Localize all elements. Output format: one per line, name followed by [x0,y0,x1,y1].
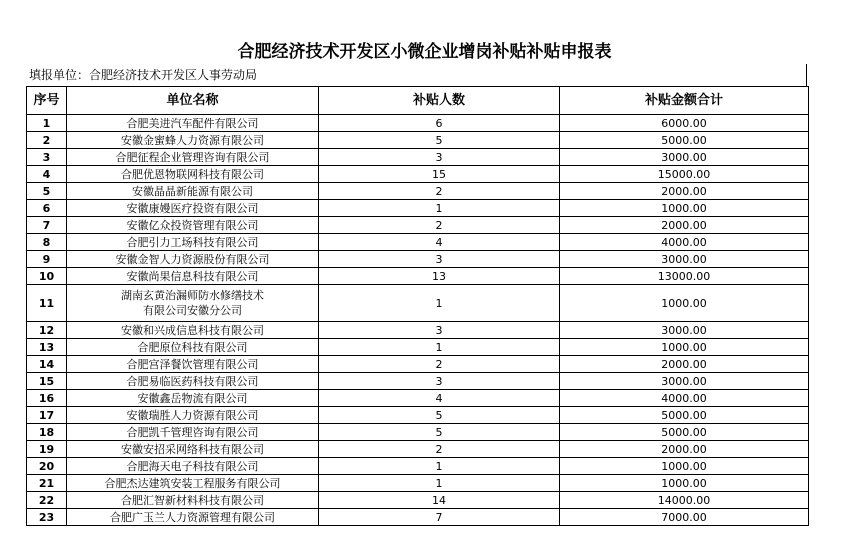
row-company-name: 安徽晶晶新能源有限公司 [67,183,319,200]
table-row [27,251,809,268]
row-count: 1 [319,339,560,356]
row-company-name: 安徽瑞胜人力资源有限公司 [67,407,319,424]
row-amount: 4000.00 [560,390,809,407]
table-row [27,166,809,183]
row-seq: 13 [27,339,67,356]
column-header-name: 单位名称 [67,87,319,115]
row-company-name: 合肥原位科技有限公司 [67,339,319,356]
row-company-name: 合肥海天电子科技有限公司 [67,458,319,475]
row-count: 2 [319,356,560,373]
row-seq: 19 [27,441,67,458]
row-count: 3 [319,322,560,339]
row-seq: 8 [27,234,67,251]
row-count: 14 [319,492,560,509]
row-company-name: 合肥广玉兰人力资源管理有限公司 [67,509,319,526]
row-company-name: 安徽金蜜蜂人力资源有限公司 [67,132,319,149]
row-count: 3 [319,251,560,268]
row-amount: 5000.00 [560,407,809,424]
row-seq: 21 [27,475,67,492]
table-row [27,149,809,166]
row-amount: 2000.00 [560,356,809,373]
row-company-name: 安徽亿众投资管理有限公司 [67,217,319,234]
row-company-name: 合肥凯千管理咨询有限公司 [67,424,319,441]
row-amount: 1000.00 [560,458,809,475]
row-seq: 16 [27,390,67,407]
row-count: 1 [319,458,560,475]
row-company-name: 安徽鑫岳物流有限公司 [67,390,319,407]
row-count: 1 [319,475,560,492]
row-company-name: 合肥宫泽餐饮管理有限公司 [67,356,319,373]
table-row [27,339,809,356]
table-row [27,217,809,234]
table-row [27,373,809,390]
row-count: 5 [319,424,560,441]
row-amount: 3000.00 [560,373,809,390]
table-row [27,322,809,339]
row-company-name: 合肥征程企业管理咨询有限公司 [67,149,319,166]
row-seq: 11 [27,285,67,322]
row-amount: 3000.00 [560,322,809,339]
table-row [27,285,809,322]
row-count: 2 [319,217,560,234]
table-row [27,475,809,492]
row-company-name: 合肥杰达建筑安装工程服务有限公司 [67,475,319,492]
table-row [27,115,809,132]
column-header-count: 补贴人数 [319,87,560,115]
row-amount: 1000.00 [560,475,809,492]
row-amount: 4000.00 [560,234,809,251]
row-count: 2 [319,183,560,200]
row-count: 1 [319,285,560,322]
table-row [27,356,809,373]
column-header-amount: 补贴金额合计 [560,87,809,115]
table-row [27,509,809,526]
row-company-name: 安徽和兴成信息科技有限公司 [67,322,319,339]
row-company-name: 安徽安招采网络科技有限公司 [67,441,319,458]
row-company-name: 安徽康嫚医疗投资有限公司 [67,200,319,217]
column-header-seq: 序号 [27,87,67,115]
row-seq: 14 [27,356,67,373]
row-seq: 12 [27,322,67,339]
row-count: 3 [319,373,560,390]
row-amount: 6000.00 [560,115,809,132]
row-amount: 5000.00 [560,132,809,149]
row-count: 2 [319,441,560,458]
row-count: 3 [319,149,560,166]
row-seq: 5 [27,183,67,200]
row-seq: 7 [27,217,67,234]
row-amount: 1000.00 [560,339,809,356]
table-row [27,183,809,200]
row-seq: 20 [27,458,67,475]
row-amount: 14000.00 [560,492,809,509]
table-row [27,424,809,441]
row-amount: 3000.00 [560,251,809,268]
row-amount: 15000.00 [560,166,809,183]
row-amount: 13000.00 [560,268,809,285]
row-amount: 2000.00 [560,183,809,200]
row-company-name: 合肥汇智新材料科技有限公司 [67,492,319,509]
row-count: 5 [319,132,560,149]
row-company-name: 安徽金智人力资源股份有限公司 [67,251,319,268]
row-company-name: 合肥引力工场科技有限公司 [67,234,319,251]
row-company-name: 安徽尚果信息科技有限公司 [67,268,319,285]
row-count: 4 [319,234,560,251]
table-header-row [27,87,809,115]
table-row [27,458,809,475]
row-count: 5 [319,407,560,424]
row-seq: 22 [27,492,67,509]
row-seq: 15 [27,373,67,390]
row-company-name: 合肥美进汽车配件有限公司 [67,115,319,132]
row-seq: 23 [27,509,67,526]
row-amount: 1000.00 [560,200,809,217]
row-count: 15 [319,166,560,183]
row-seq: 2 [27,132,67,149]
page-title: 合肥经济技术开发区小微企业增岗补贴补贴申报表 [237,42,612,62]
row-seq: 9 [27,251,67,268]
row-amount: 3000.00 [560,149,809,166]
row-amount: 2000.00 [560,217,809,234]
table-row [27,132,809,149]
table-row [27,268,809,285]
row-seq: 4 [27,166,67,183]
row-amount: 7000.00 [560,509,809,526]
row-seq: 17 [27,407,67,424]
row-company-name: 合肥易临医药科技有限公司 [67,373,319,390]
table-row [27,492,809,509]
table-row [27,407,809,424]
row-company-name: 合肥优恩物联网科技有限公司 [67,166,319,183]
row-count: 1 [319,200,560,217]
row-company-name-line1: 湖南玄黄治漏师防水修缮技术 [121,289,264,302]
row-company-name-line2: 有限公司安徽分公司 [143,304,242,317]
row-amount: 1000.00 [560,285,809,322]
table-row [27,234,809,251]
row-count: 6 [319,115,560,132]
row-seq: 18 [27,424,67,441]
row-count: 13 [319,268,560,285]
table-row [27,390,809,407]
row-seq: 10 [27,268,67,285]
row-amount: 5000.00 [560,424,809,441]
subsidy-table [26,86,809,526]
row-company-name [67,285,319,322]
row-seq: 1 [27,115,67,132]
table-row [27,200,809,217]
filler-unit: 填报单位：合肥经济技术开发区人事劳动局 [27,64,807,86]
row-count: 7 [319,509,560,526]
table-row [27,441,809,458]
row-amount: 2000.00 [560,441,809,458]
row-count: 4 [319,390,560,407]
row-seq: 6 [27,200,67,217]
row-seq: 3 [27,149,67,166]
